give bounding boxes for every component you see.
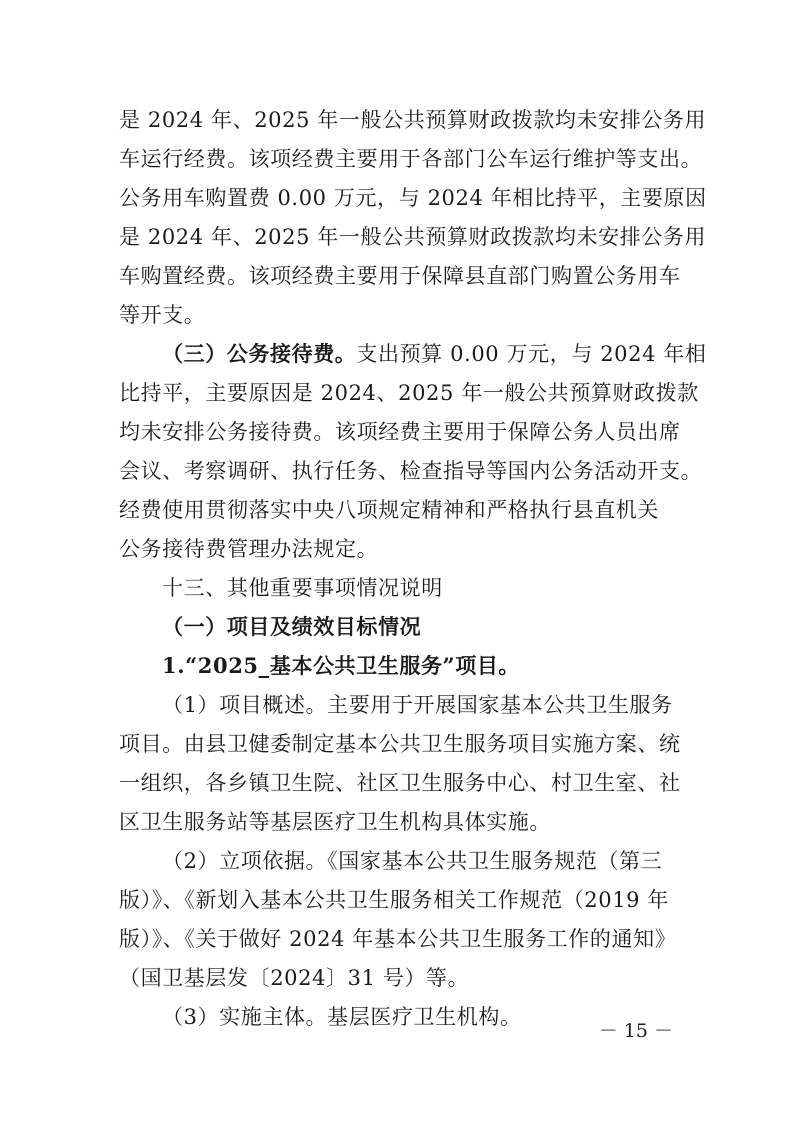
body-text-line: 比持平，主要原因是 2024、2025 年一般公共预算财政拨款	[119, 381, 699, 405]
body-text-line: 是 2024 年、2025 年一般公共预算财政拨款均未安排公务用	[119, 225, 707, 249]
body-text-line: 版）》、《新划入基本公共卫生服务相关工作规范（2019 年	[119, 888, 670, 912]
body-text-line: （2）立项依据。《国家基本公共卫生服务规范（第三	[162, 849, 663, 873]
body-text-line: 项目。由县卫健委制定基本公共卫生服务项目实施方案、统	[119, 732, 681, 756]
body-text-line: 会议、考察调研、执行任务、检查指导等国内公务活动开支。	[119, 459, 703, 483]
body-text-line: 是 2024 年、2025 年一般公共预算财政拨款均未安排公务用	[119, 108, 707, 132]
body-text-line: 区卫生服务站等基层医疗卫生机构具体实施。	[119, 810, 551, 834]
subsection-heading-inline: （三）公务接待费。	[162, 341, 357, 366]
body-text-line: 公务用车购置费 0.00 万元，与 2024 年相比持平，主要原因	[119, 186, 707, 210]
body-text-line: 经费使用贯彻落实中央八项规定精神和严格执行县直机关	[119, 498, 659, 522]
body-text-line: 一组织，各乡镇卫生院、社区卫生服务中心、村卫生室、社	[119, 771, 681, 795]
body-text-line: 版）》、《关于做好 2024 年基本公共卫生服务工作的通知》	[119, 927, 677, 951]
body-text-line: 等开支。	[119, 303, 206, 327]
body-text-line: 公务接待费管理办法规定。	[119, 537, 379, 561]
project-heading: 1.“2025_基本公共卫生服务”项目。	[162, 653, 521, 678]
body-text-line: 均未安排公务接待费。该项经费主要用于保障公务人员出席	[119, 420, 681, 444]
page-number: － 15 －	[598, 1020, 673, 1042]
body-text-line: （3）实施主体。基层医疗卫生机构。	[162, 1005, 522, 1029]
section-heading: 十三、其他重要事项情况说明	[162, 576, 443, 600]
body-text-line: 车运行经费。该项经费主要用于各部门公车运行维护等支出。	[119, 147, 703, 171]
subsection-paragraph-line: （三）公务接待费。支出预算 0.00 万元，与 2024 年相	[162, 341, 707, 366]
body-text-line: （1）项目概述。主要用于开展国家基本公共卫生服务	[162, 693, 673, 717]
body-text-line: （国卫基层发〔2024〕31 号）等。	[119, 966, 470, 990]
body-text-line: 车购置经费。该项经费主要用于保障县直部门购置公务用车	[119, 264, 681, 288]
subsection-heading: （一）项目及绩效目标情况	[162, 614, 422, 639]
